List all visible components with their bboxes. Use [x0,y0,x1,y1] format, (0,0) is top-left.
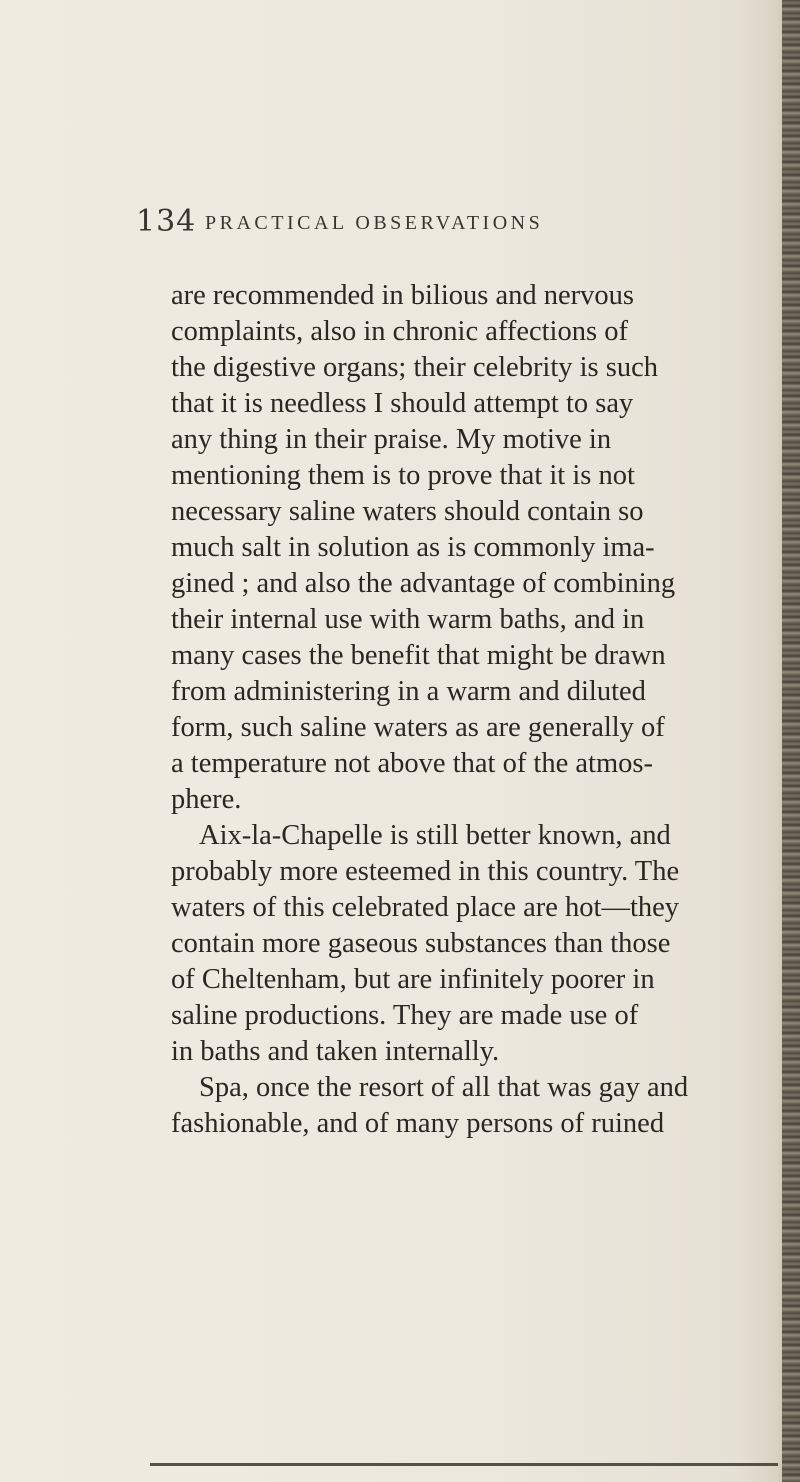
text-line: are recommended in bilious and nervous [171,280,634,311]
text-line: contain more gaseous substances than those [171,928,671,959]
paragraph-start-line: Aix-la-Chapelle is still better known, and [199,820,671,851]
text-line: the digestive organs; their celebrity is such [171,352,659,383]
text-line: many cases the benefit that might be drawn [171,640,666,671]
text-line: their internal use with warm baths, and in [171,604,645,635]
text-line: of Cheltenham, but are infinitely poorer in [171,964,655,995]
text-line: form, such saline waters as are generally of [171,712,665,743]
text-line: gined ; and also the advantage of combining [171,568,676,599]
text-line: phere. [171,784,242,815]
body-text [171,278,731,1142]
text-line: a temperature not above that of the atmos- [171,748,653,779]
text-line: that it is needless I should attempt to say [171,388,634,419]
page-header [136,204,696,244]
running-title: PRACTICAL OBSERVATIONS [205,212,544,234]
text-line: mentioning them is to prove that it is not [171,460,635,491]
text-line: saline productions. They are made use of [171,1000,639,1031]
text-line: complaints, also in chronic affections of [171,316,628,347]
page-number: 134 [136,204,197,239]
page-edge-binding [782,0,800,1482]
text-line: much salt in solution as is commonly ima- [171,532,655,563]
text-line: probably more esteemed in this country. The [171,856,680,887]
text-line: waters of this celebrated place are hot—they [171,892,680,923]
page-bottom-edge [150,1463,778,1466]
text-line: necessary saline waters should contain so [171,496,644,527]
text-line: in baths and taken internally. [171,1036,500,1067]
text-line: fashionable, and of many persons of ruined [171,1108,665,1139]
paragraph-start-line: Spa, once the resort of all that was gay and [199,1072,689,1103]
text-line: from administering in a warm and diluted [171,676,646,707]
text-line: any thing in their praise. My motive in [171,424,612,455]
